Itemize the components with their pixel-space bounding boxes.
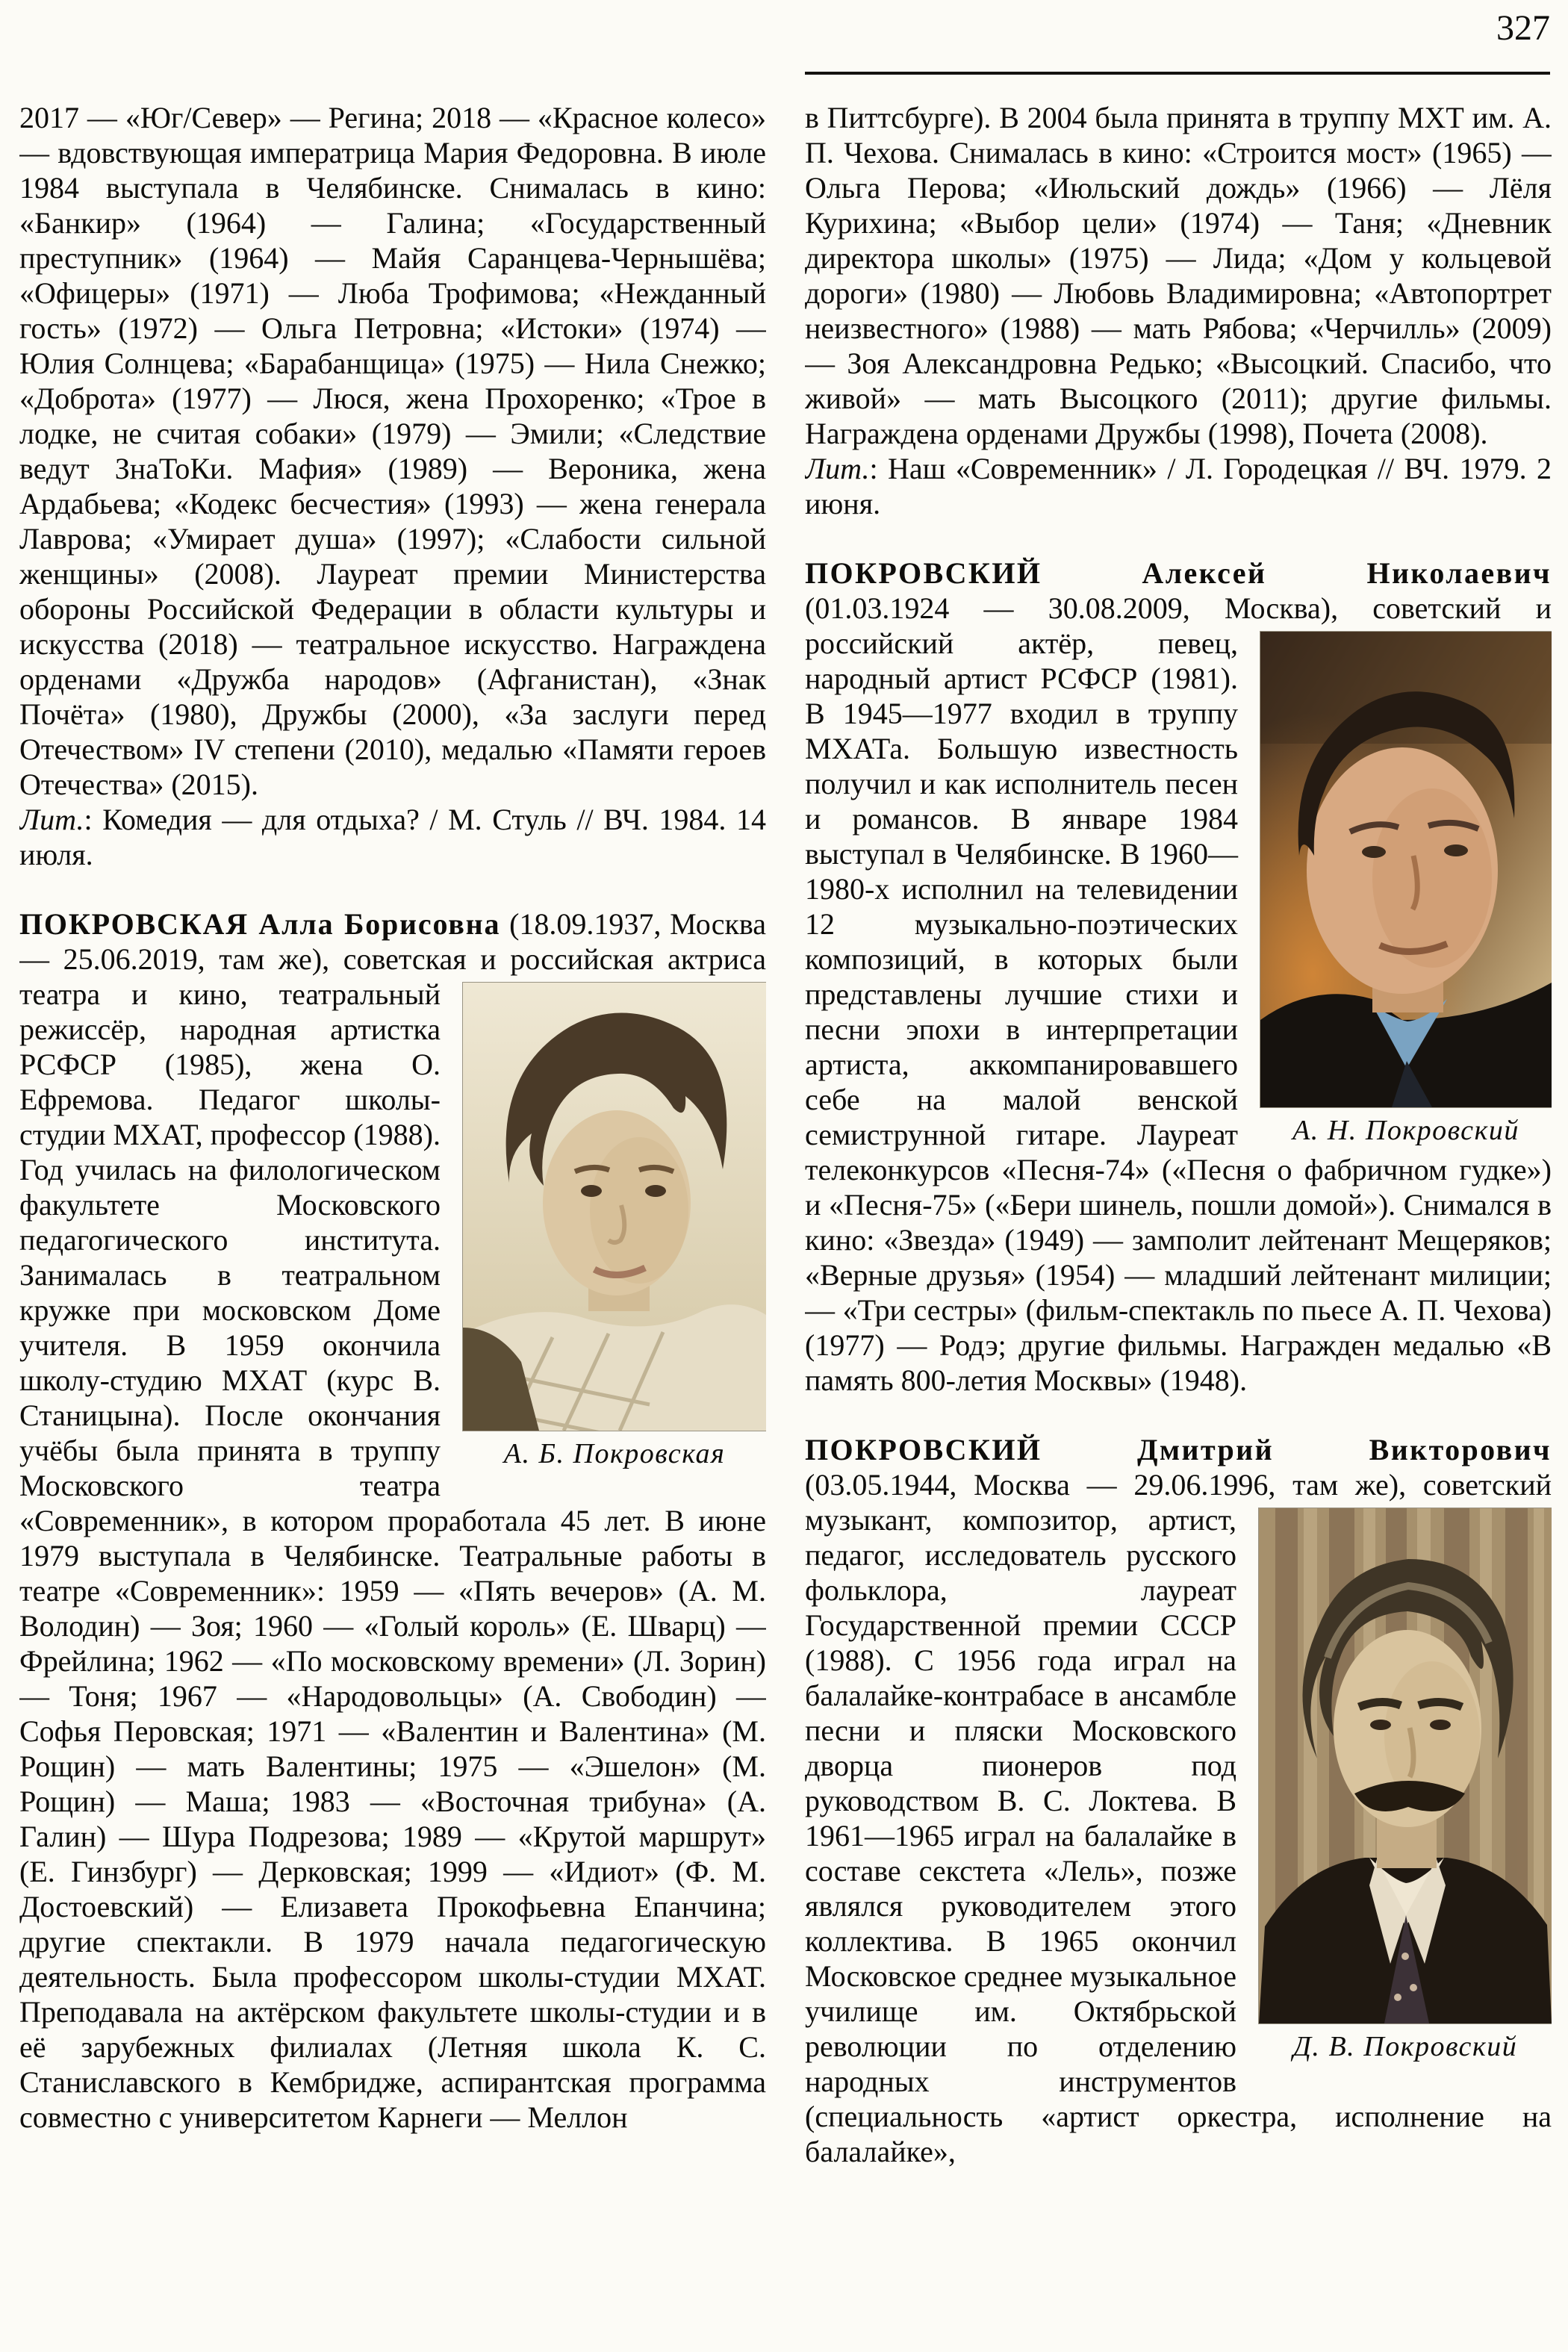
entry-body-pokrovsky-dmitry: советский музыкант, композитор, артист, педагог, исследователь русского фольклора, лауреат Государственной премии СССР (1988). С 1956 года играл на балалайке-контрабасе в ансамбле песни и пляски Московского дворца пионеров под руководством В. С. Локтева. В 1961—1965 играл на балалайке в составе секстета «Лель», позже являлся руководителем этого коллектива. В 1965 окончил Московское среднее музыкальное училище им. Октябрьской революции по отделению народных инструментов (специальность «артист оркестра, исполнение на балалайке», — [805, 1468, 1552, 2168]
photo-caption-an-pokrovsky: А. Н. Покровский — [1292, 1115, 1519, 1146]
entry-body-pokrovsky-alexey: российский актёр, певец, народный артист РСФСР (1981). В 1945—1977 входил в труппу МХАТа. Большую известность получил и как исполнитель песен и романсов. В январе 1984 выступал в Челябинске. В 1960—1980-х исполнил на телевидении 12 музыкально-поэтических композиций, в которых были представлены лучшие стихи и песни эпохи в интерпретации артиста, аккомпанировавшего себе на малой венской семиструнной гитаре. Лауреат телеконкурсов «Песня-74» («Песня о фабричном гудке») и «Песня-75» («Бери шинель, пошли домой»). Снимался в кино: «Звезда» (1949) — замполит лейтенант Мещеряков; «Верные друзья» (1954) — младший лейтенант милиции; — «Три сестры» (фильм-спектакль по пьесе А. П. Чехова) (1977) — Родэ; другие фильмы. Награжден медалью «В память 800-летия Москвы» (1948). — [805, 626, 1552, 1397]
literature-reference-right — [805, 451, 1552, 521]
entry-heading-pokrovsky-alexey: ПОКРОВСКИЙ Алексей Николаевич — [805, 556, 1552, 590]
lit-label: Лит. — [19, 803, 84, 836]
entry-pokrovsky-dmitry — [805, 1432, 1552, 2169]
entry-body-pokrovskaya: российская актриса театра и кино, театральный режиссёр, народная артистка РСФСР (1985), жена О. Ефремова. Педагог школы-студии МХАТ, профессор (1988). Год училась на филологическом факультете Московского педагогического института. Занималась в театральном кружке при московском Доме учителя. В 1959 окончила школу-студию МХАТ (курс В. Станицына). После окончания учёбы была принята в труппу Московского театра «Современник», в котором проработала 45 лет. В июне 1979 выступала в Челябинске. Театральные работы в театре «Современник»: 1959 — «Пять вечеров» (А. М. Володин) — Зоя; 1960 — «Голый король» (Е. Шварц) — Фрейлина; 1962 — «По московскому времени» (Л. Зорин) — Тоня; 1967 — «Народовольцы» (А. Свободин) — Софья Перовская; 1971 — «Валентин и Валентина» (М. Рощин) — мать Валентины; 1975 — «Эшелон» (М. Рощин) — Маша; 1983 — «Восточная трибуна» (А. Галин) — Шура Подрезова; 1989 — «Крутой маршрут» (Е. Гинзбург) — Дерковская; 1999 — «Идиот» (Ф. М. Достоевский) — Елизавета Прокофьевна Епанчина; другие спектакли. В 1979 начала педагогическую деятельность. Была профессором школы-студии МХАТ. Преподавала на актёрском факультете школы-студии и в её зарубежных филиалах (Летняя школа К. С. Станиславского в Кембридже, аспирантская программа совместно с университетом Карнеги — Меллон — [19, 942, 766, 2134]
continuation-paragraph-left: 2017 — «Юг/Север» — Регина; 2018 — «Красное колесо» — вдовствующая императрица Мария Федоровна. В июле 1984 выступала в Челябинске. Снималась в кино: «Банкир» (1964) — Галина; «Государственный преступник» (1964) — Майя Саранцева-Чернышёва; «Офицеры» (1971) — Люба Трофимова; «Нежданный гость» (1972) — Ольга Петровна; «Истоки» (1974) — Юлия Солнцева; «Барабанщица» (1975) — Нила Снежко; «Доброта» (1977) — Люся, жена Прохоренко; «Трое в лодке, не считая собаки» (1979) — Эмили; «Следствие ведут ЗнаТоКи. Мафия» (1989) — Вероника, жена Ардабьева; «Кодекс бесчестия» (1993) — жена генерала Лаврова; «Умирает душа» (1997); «Слабости сильной женщины» (2008). Лауреат премии Министерства обороны Российской Федерации в области культуры и искусства (2018) — театральное искусство. Награждена орденами «Дружба народов» (Афганистан), «Знак Почёта» (1980), Дружбы (2000), «За заслуги перед Отечеством» IV степени (2010), медалью «Памяти героев Отечества» (2015). — [19, 101, 766, 801]
entry-pokrovsky-alexey — [805, 556, 1552, 1398]
literature-reference-left — [19, 802, 766, 872]
right-column — [805, 100, 1552, 2337]
entry-heading-pokrovsky-dmitry: ПОКРОВСКИЙ Дмитрий Викторович — [805, 1433, 1552, 1466]
header-rule — [805, 72, 1550, 75]
lit-text: : Наш «Современник» / Л. Городецкая // ВЧ. 1979. 2 июня. — [805, 452, 1552, 520]
lit-text: : Комедия — для отдыха? / М. Стуль // ВЧ. 1984. 14 июля. — [19, 803, 766, 871]
entry-heading-pokrovskaya: ПОКРОВСКАЯ Алла Борисовна — [19, 907, 501, 941]
entry-lead-pokrovsky-dmitry: (03.05.1944, Москва — 29.06.1996, там же), — [805, 1468, 1407, 1502]
page-number: 327 — [1496, 8, 1550, 48]
continuation-paragraph-right: в Питтсбурге). В 2004 была принята в труппу МХТ им. А. П. Чехова. Снималась в кино: «Строится мост» (1965) — Ольга Перова; «Июльский дождь» (1966) — Лёля Курихина; «Выбор цели» (1974) — Таня; «Дневник директора школы» (1975) — Лида; «Дом у кольцевой дороги» (1980) — Любовь Владимировна; «Автопортрет неизвестного» (1988) — мать Рябова; «Черчилль» (2009) — Зоя Александровна Редько; «Высоцкий. Спасибо, что живой» — мать Высоцкого (2011); другие фильмы. Награждена орденами Дружбы (1998), Почета (2008). — [805, 101, 1552, 450]
lit-label: Лит. — [805, 452, 870, 485]
photo-figure-ab-pokrovskaya — [463, 983, 766, 1471]
entry-pokrovskaya-alla — [19, 906, 766, 2135]
photo-figure-an-pokrovsky — [1260, 632, 1552, 1148]
photo-caption-ab-pokrovskaya: А. Б. Покровская — [503, 1438, 726, 1469]
portrait-photo-ab-pokrovskaya — [463, 983, 766, 1431]
portrait-photo-dv-pokrovsky — [1259, 1508, 1552, 2023]
left-column — [19, 100, 766, 2337]
photo-figure-dv-pokrovsky — [1259, 1508, 1552, 2064]
photo-caption-dv-pokrovsky: Д. В. Покровский — [1292, 2031, 1518, 2062]
entry-lead-pokrovskaya: (18.09.1937, Москва — 25.06.2019, там же), советская и — [19, 907, 766, 976]
entry-lead-pokrovsky-alexey: (01.03.1924 — 30.08.2009, Москва), советский и — [805, 591, 1552, 625]
portrait-photo-an-pokrovsky — [1260, 632, 1552, 1107]
